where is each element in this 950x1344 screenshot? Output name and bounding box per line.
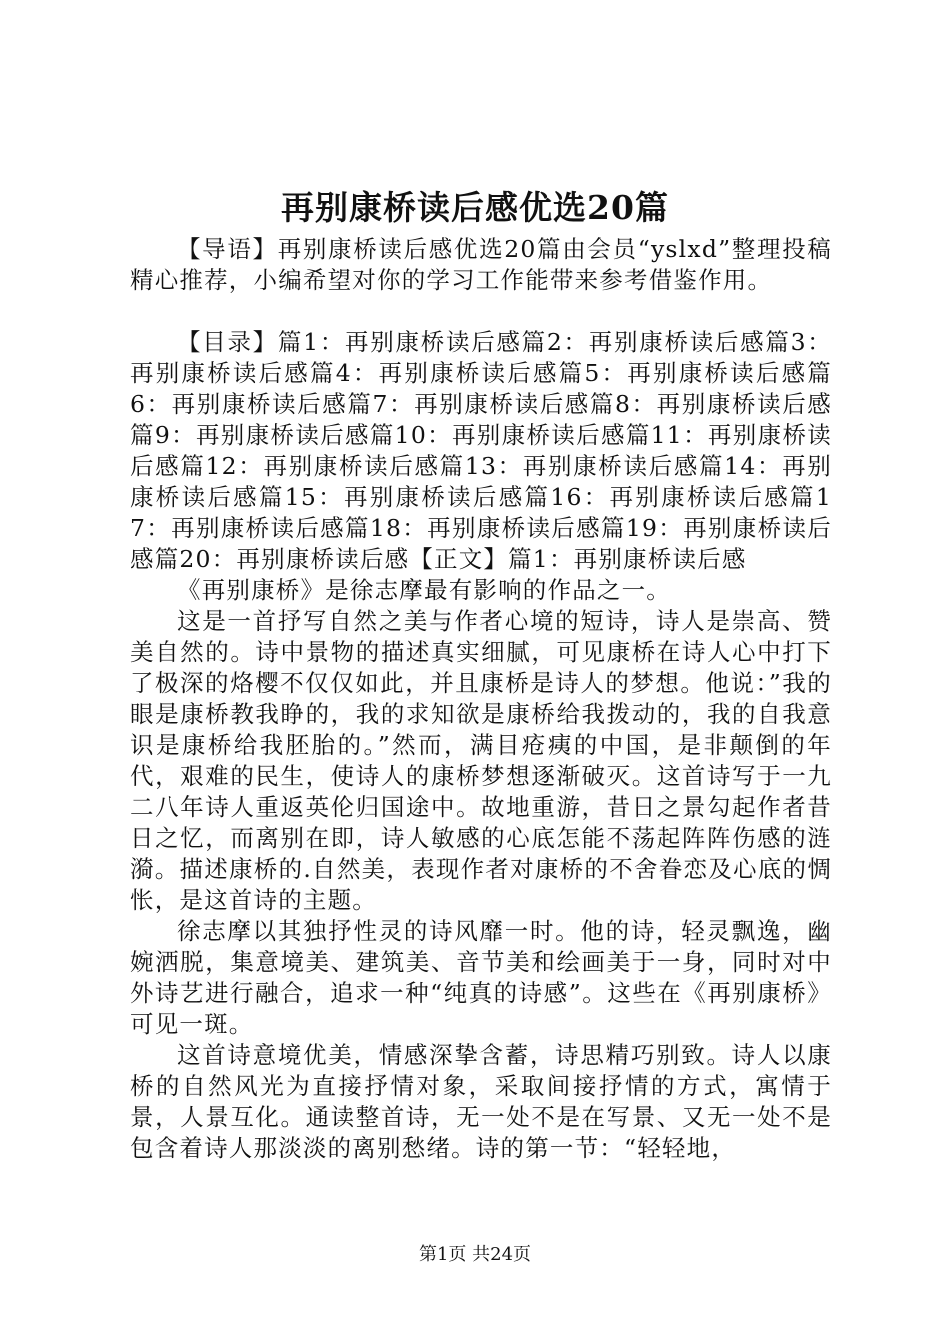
- body-paragraph-2: 这是一首抒写自然之美与作者心境的短诗，诗人是崇高、赞美自然的。诗中景物的描述真实细腻，可见康桥在诗人心中打下了极深的烙樱不仅仅如此，并且康桥是诗人的梦想。他说：”我的眼是康桥教我睁的，我的求知欲是康桥给我拨动的，我的自我意识是康桥给我胚胎的。”然而，满目疮痍的中国，是非颠倒的年代，艰难的民生，使诗人的康桥梦想逐渐破灭。这首诗写于一九二八年诗人重返英伦归国途中。故地重游，昔日之景勾起作者昔日之忆，而离别在即，诗人敏感的心底怎能不荡起阵阵伤感的涟漪。描述康桥的.自然美，表现作者对康桥的不舍眷恋及心底的惆怅，是这首诗的主题。: [130, 607, 832, 914]
- table-of-contents: 【目录】篇1：再别康桥读后感篇2：再别康桥读后感篇3：再别康桥读后感篇4：再别康桥读后感篇5：再别康桥读后感篇6：再别康桥读后感篇7：再别康桥读后感篇8：再别康桥读后感篇9：再别康桥读后感篇10：再别康桥读后感篇11：再别康桥读后感篇12：再别康桥读后感篇13：再别康桥读后感篇14：再别康桥读后感篇15：再别康桥读后感篇16：再别康桥读后感篇17：再别康桥读后感篇18：再别康桥读后感篇19：再别康桥读后感篇20：再别康桥读后感【正文】篇1：再别康桥读后感: [130, 328, 832, 573]
- page-footer: 第1页 共24页: [418, 1244, 532, 1265]
- body-paragraph-4: 这首诗意境优美，情感深挚含蓄，诗思精巧别致。诗人以康桥的自然风光为直接抒情对象，采取间接抒情的方式，寓情于景，人景互化。通读整首诗，无一处不是在写景、又无一处不是包含着诗人那淡淡的离别愁绪。诗的第一节：“轻轻地，: [130, 1041, 832, 1162]
- document-title: 再别康桥读后感优选20篇: [281, 188, 669, 227]
- intro-paragraph: 【导语】再别康桥读后感优选20篇由会员“yslxd”整理投稿精心推荐，小编希望对你的学习工作能带来参考借鉴作用。: [130, 235, 832, 294]
- body-paragraph-3: 徐志摩以其独抒性灵的诗风靡一时。他的诗，轻灵飘逸，幽婉洒脱，集意境美、建筑美、音节美和绘画美于一身，同时对中外诗艺进行融合，追求一种“纯真的诗感”。这些在《再别康桥》可见一斑。: [130, 917, 832, 1038]
- paragraph-spacer: [130, 296, 832, 327]
- document-body: [130, 234, 832, 1164]
- body-paragraph-1: 《再别康桥》是徐志摩最有影响的作品之一。: [177, 576, 671, 604]
